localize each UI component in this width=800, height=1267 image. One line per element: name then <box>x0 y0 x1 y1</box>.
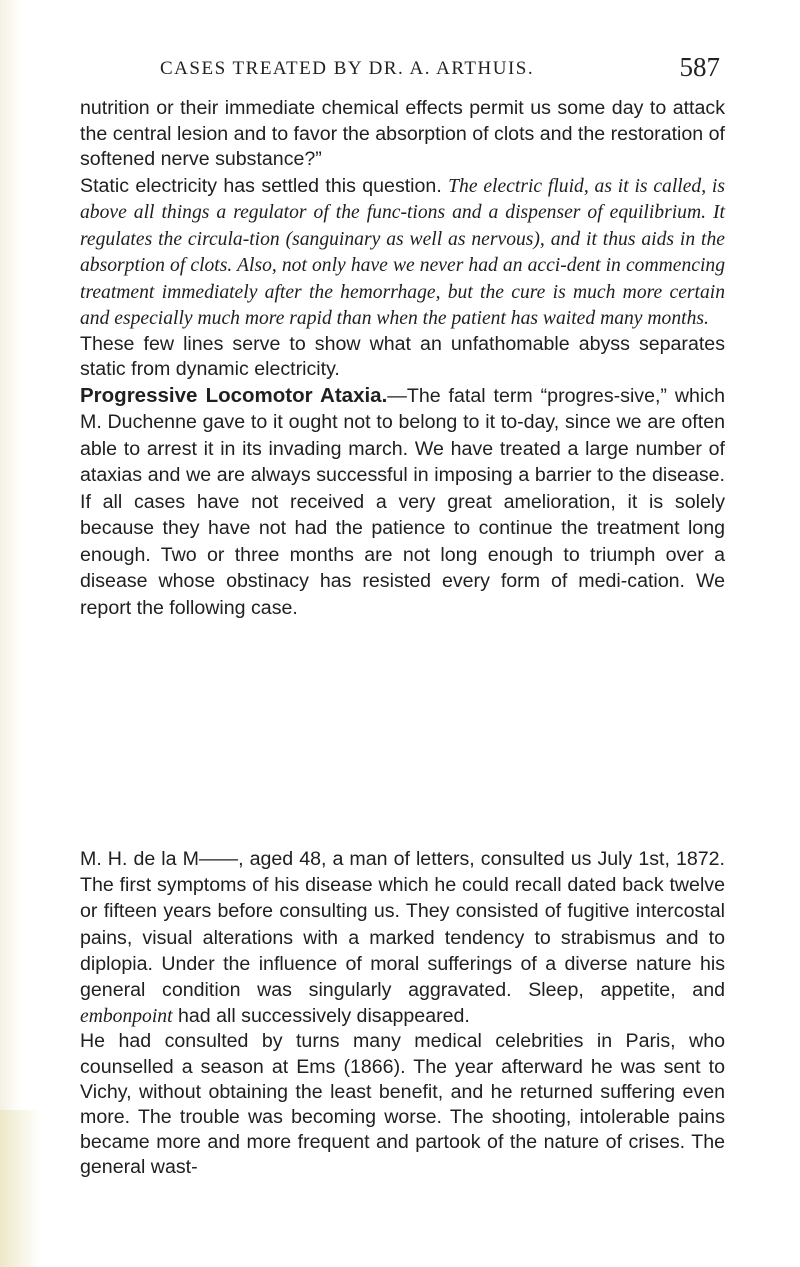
paragraph-consultations: He had consulted by turns many medical celebrities in Paris, who counselled a season at Ems (1866). The year afterward he was sent to Vichy, without obtaining the least benefit, and he returned suffering even more. The trouble was becoming worse. The shooting, intolerable pains became more and more frequent and partook of the nature of crises. The general wast- <box>80 1030 725 1179</box>
paragraph-ataxia <box>80 383 725 622</box>
paragraph-intro: Static electricity has settled this question. <box>80 174 449 197</box>
paragraph-italic-passage: The electric fluid, as it is called, is above all things a regulator of the func-tions and a dispenser of equilibrium. It regulates the circula-tion (sanguinary as well as nervous), and it thus aids in the absorption of clots. Also, not only have we never had an acci-dent in commencing treatment immediately after the hemorrhage, but the cure is much more certain and especially much more rapid than when the patient has waited many months. <box>80 175 725 329</box>
case-history-after: had all successively disappeared. <box>172 1005 470 1028</box>
paragraph-case-history <box>80 846 725 1029</box>
paragraph-static-electricity <box>80 173 725 332</box>
page-edge-shadow <box>0 0 22 1267</box>
page-edge-stain <box>0 1110 40 1267</box>
running-header <box>160 52 720 84</box>
case-history-italic-word: embonpoint <box>80 1006 173 1028</box>
main-text-block <box>80 96 725 621</box>
case-text-block <box>80 846 725 1181</box>
case-history-before: M. H. de la M——, aged 48, a man of letters, consulted us July 1st, 1872. The first symptoms of his disease which he could recall dated back twelve or fifteen years before consulting us. They consisted of fugitive intercostal pains, visual alterations with a marked tendency to strabismus and to diplopia. Under the influence of moral sufferings of a diverse nature his general condition was singularly aggravated. Sleep, appetite, and <box>80 848 725 1002</box>
paragraph-abyss: These few lines serve to show what an unfathomable abyss separates static from dynamic electricity. <box>80 332 725 380</box>
section-body: —The fatal term “progres-sive,” which M. Duchenne gave to it ought not to belong to it to-day, since we are often able to arrest it in its invading march. We have treated a large number of ataxias and we are always successful in imposing a barrier to the disease. If all cases have not received a very great amelioration, it is solely because they have not had the patience to continue the treatment long enough. Two or three months are not long enough to triumph over a disease whose obstinacy has resisted every form of medi-cation. We report the following case. <box>80 384 725 619</box>
section-heading: Progressive Locomotor Ataxia. <box>80 383 388 407</box>
running-header-title: CASES TREATED BY DR. A. ARTHUIS. <box>160 58 535 79</box>
page-number: 587 <box>679 52 720 82</box>
paragraph-continuation: nutrition or their immediate chemical effects permit us some day to attack the central lesion and to favor the absorption of clots and the restoration of softened nerve substance?” <box>80 97 725 170</box>
